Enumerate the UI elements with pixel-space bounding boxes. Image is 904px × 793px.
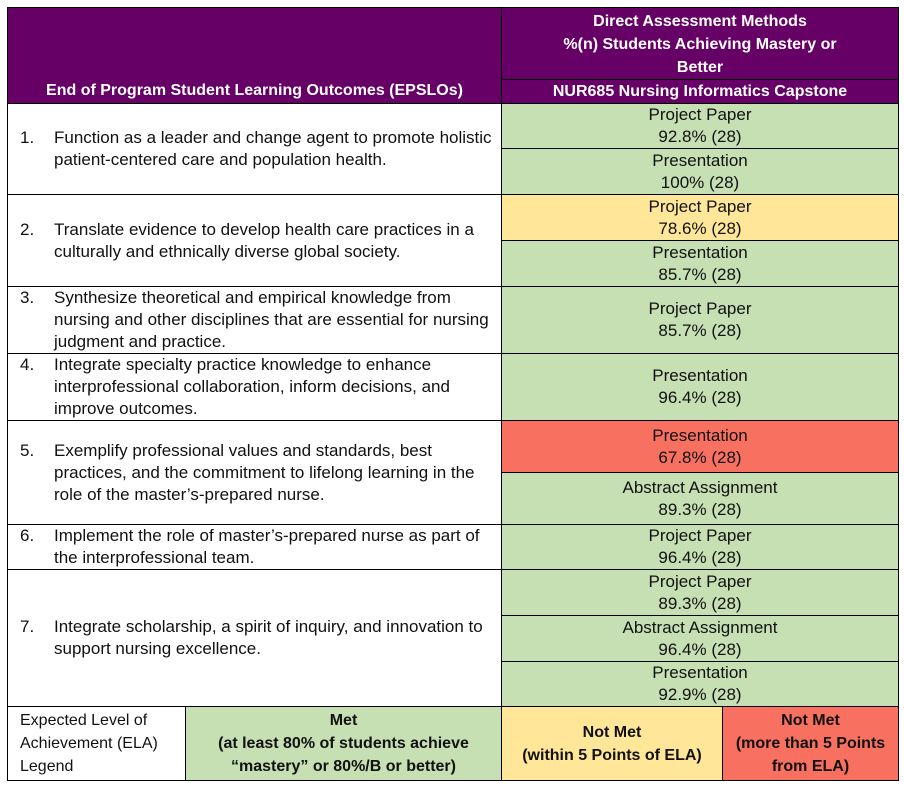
- legend-label-text: Expected Level of Achievement (ELA) Legend: [20, 712, 158, 775]
- method-value: 89.3% (28): [658, 499, 742, 519]
- method-name: Project Paper: [648, 105, 752, 124]
- methods-header-line3: Better: [676, 59, 724, 76]
- legend-label: [8, 707, 186, 781]
- table-row: [8, 104, 899, 149]
- method-value: 85.7% (28): [658, 321, 742, 340]
- method-cell: [502, 616, 899, 662]
- outcome-text: Implement the role of master’s-prepared nurse as part of the interprofessional team.: [54, 526, 480, 567]
- method-name: Presentation: [652, 150, 748, 170]
- legend-far: [723, 707, 899, 781]
- method-name: Presentation: [652, 663, 748, 682]
- method-value: 67.8% (28): [658, 447, 742, 467]
- table-row: [8, 287, 899, 354]
- method-value: 96.4% (28): [658, 639, 742, 659]
- method-cell: [502, 104, 899, 149]
- method-value: 96.4% (28): [658, 388, 742, 407]
- outcome-cell: [8, 525, 502, 570]
- outcome-text: Exemplify professional values and standards, best practices, and the commitment to lifelong learning in the role of the master’s-prepared nurse.: [54, 440, 475, 504]
- legend-met-title: Met: [329, 712, 358, 729]
- method-name: Abstract Assignment: [622, 617, 778, 637]
- table-row: [8, 421, 899, 473]
- outcome-text: Function as a leader and change agent to promote holistic patient-centered care and population health.: [54, 128, 492, 169]
- legend-far-desc: (more than 5 Points from ELA): [735, 735, 886, 775]
- outcome-number: 5.: [20, 440, 35, 460]
- outcome-content: [20, 127, 495, 171]
- method-name: Presentation: [652, 366, 748, 385]
- method-cell: [502, 354, 899, 421]
- method-name: Project Paper: [648, 526, 752, 545]
- legend-far-title: Not Met: [781, 712, 840, 729]
- legend-near-desc: (within 5 Points of ELA): [522, 746, 702, 764]
- outcome-cell: [8, 104, 502, 195]
- table-row: [8, 354, 899, 421]
- outcome-text: Integrate specialty practice knowledge to enhance interprofessional collaboration, inform decisions, and improve outcomes.: [54, 355, 450, 418]
- outcomes-column-header: [8, 8, 502, 104]
- outcome-number: 2.: [20, 219, 35, 239]
- outcome-number: 3.: [20, 288, 35, 307]
- method-cell: [502, 473, 899, 525]
- legend-met-desc: (at least 80% of students achieve “mastery” or 80%/B or better): [218, 735, 469, 775]
- assessment-table-container: [7, 7, 898, 781]
- outcome-content: [20, 616, 495, 660]
- method-cell: [502, 570, 899, 616]
- method-value: 100% (28): [660, 172, 740, 192]
- course-header-text: NUR685 Nursing Informatics Capstone: [552, 82, 848, 100]
- outcome-text: Integrate scholarship, a spirit of inquiry, and innovation to support nursing excellence.: [54, 617, 483, 658]
- outcomes-body: [8, 104, 899, 707]
- outcome-number: 7.: [20, 617, 35, 636]
- outcome-content: [20, 440, 495, 506]
- legend-row: [8, 707, 899, 781]
- methods-header-line2: %(n) Students Achieving Mastery or: [563, 36, 837, 53]
- outcome-cell: [8, 421, 502, 525]
- outcome-content: [20, 525, 495, 569]
- method-value: 85.7% (28): [658, 264, 742, 284]
- outcome-content: [20, 287, 495, 353]
- outcome-cell: [8, 195, 502, 287]
- method-name: Project Paper: [648, 196, 752, 216]
- methods-column-header: [502, 8, 899, 80]
- assessment-table: [7, 7, 899, 781]
- outcomes-header-text: End of Program Student Learning Outcomes (EPSLOs): [46, 82, 463, 99]
- method-value: 78.6% (28): [658, 218, 742, 238]
- method-value: 92.9% (28): [658, 685, 742, 704]
- course-header: [502, 80, 899, 104]
- outcome-number: 1.: [20, 128, 35, 147]
- method-cell: [502, 662, 899, 707]
- method-cell: [502, 241, 899, 287]
- method-name: Presentation: [652, 425, 748, 445]
- method-value: 96.4% (28): [658, 548, 742, 567]
- table-row: [8, 195, 899, 241]
- outcome-text: Synthesize theoretical and empirical knowledge from nursing and other disciplines that are essential for nursing judgment and practice.: [54, 288, 489, 351]
- method-name: Abstract Assignment: [622, 477, 778, 497]
- outcome-cell: [8, 354, 502, 421]
- method-name: Presentation: [652, 242, 748, 262]
- outcome-number: 4.: [20, 355, 35, 374]
- legend-near-title: Not Met: [582, 723, 642, 741]
- outcome-content: [20, 354, 495, 420]
- legend-met: [186, 707, 502, 781]
- method-name: Project Paper: [648, 571, 752, 591]
- method-cell: [502, 525, 899, 570]
- method-name: Project Paper: [648, 299, 752, 318]
- method-cell: [502, 287, 899, 354]
- outcome-number: 6.: [20, 526, 35, 545]
- method-cell: [502, 421, 899, 473]
- outcome-content: [20, 219, 495, 263]
- legend-near: [502, 707, 723, 781]
- methods-header-line1: Direct Assessment Methods: [593, 13, 807, 30]
- method-cell: [502, 149, 899, 195]
- outcome-cell: [8, 287, 502, 354]
- table-row: [8, 525, 899, 570]
- outcome-text: Translate evidence to develop health care practices in a culturally and ethnically diverse global society.: [54, 219, 474, 261]
- method-cell: [502, 195, 899, 241]
- outcome-cell: [8, 570, 502, 707]
- method-value: 89.3% (28): [658, 593, 742, 613]
- method-value: 92.8% (28): [658, 127, 742, 146]
- table-row: [8, 570, 899, 616]
